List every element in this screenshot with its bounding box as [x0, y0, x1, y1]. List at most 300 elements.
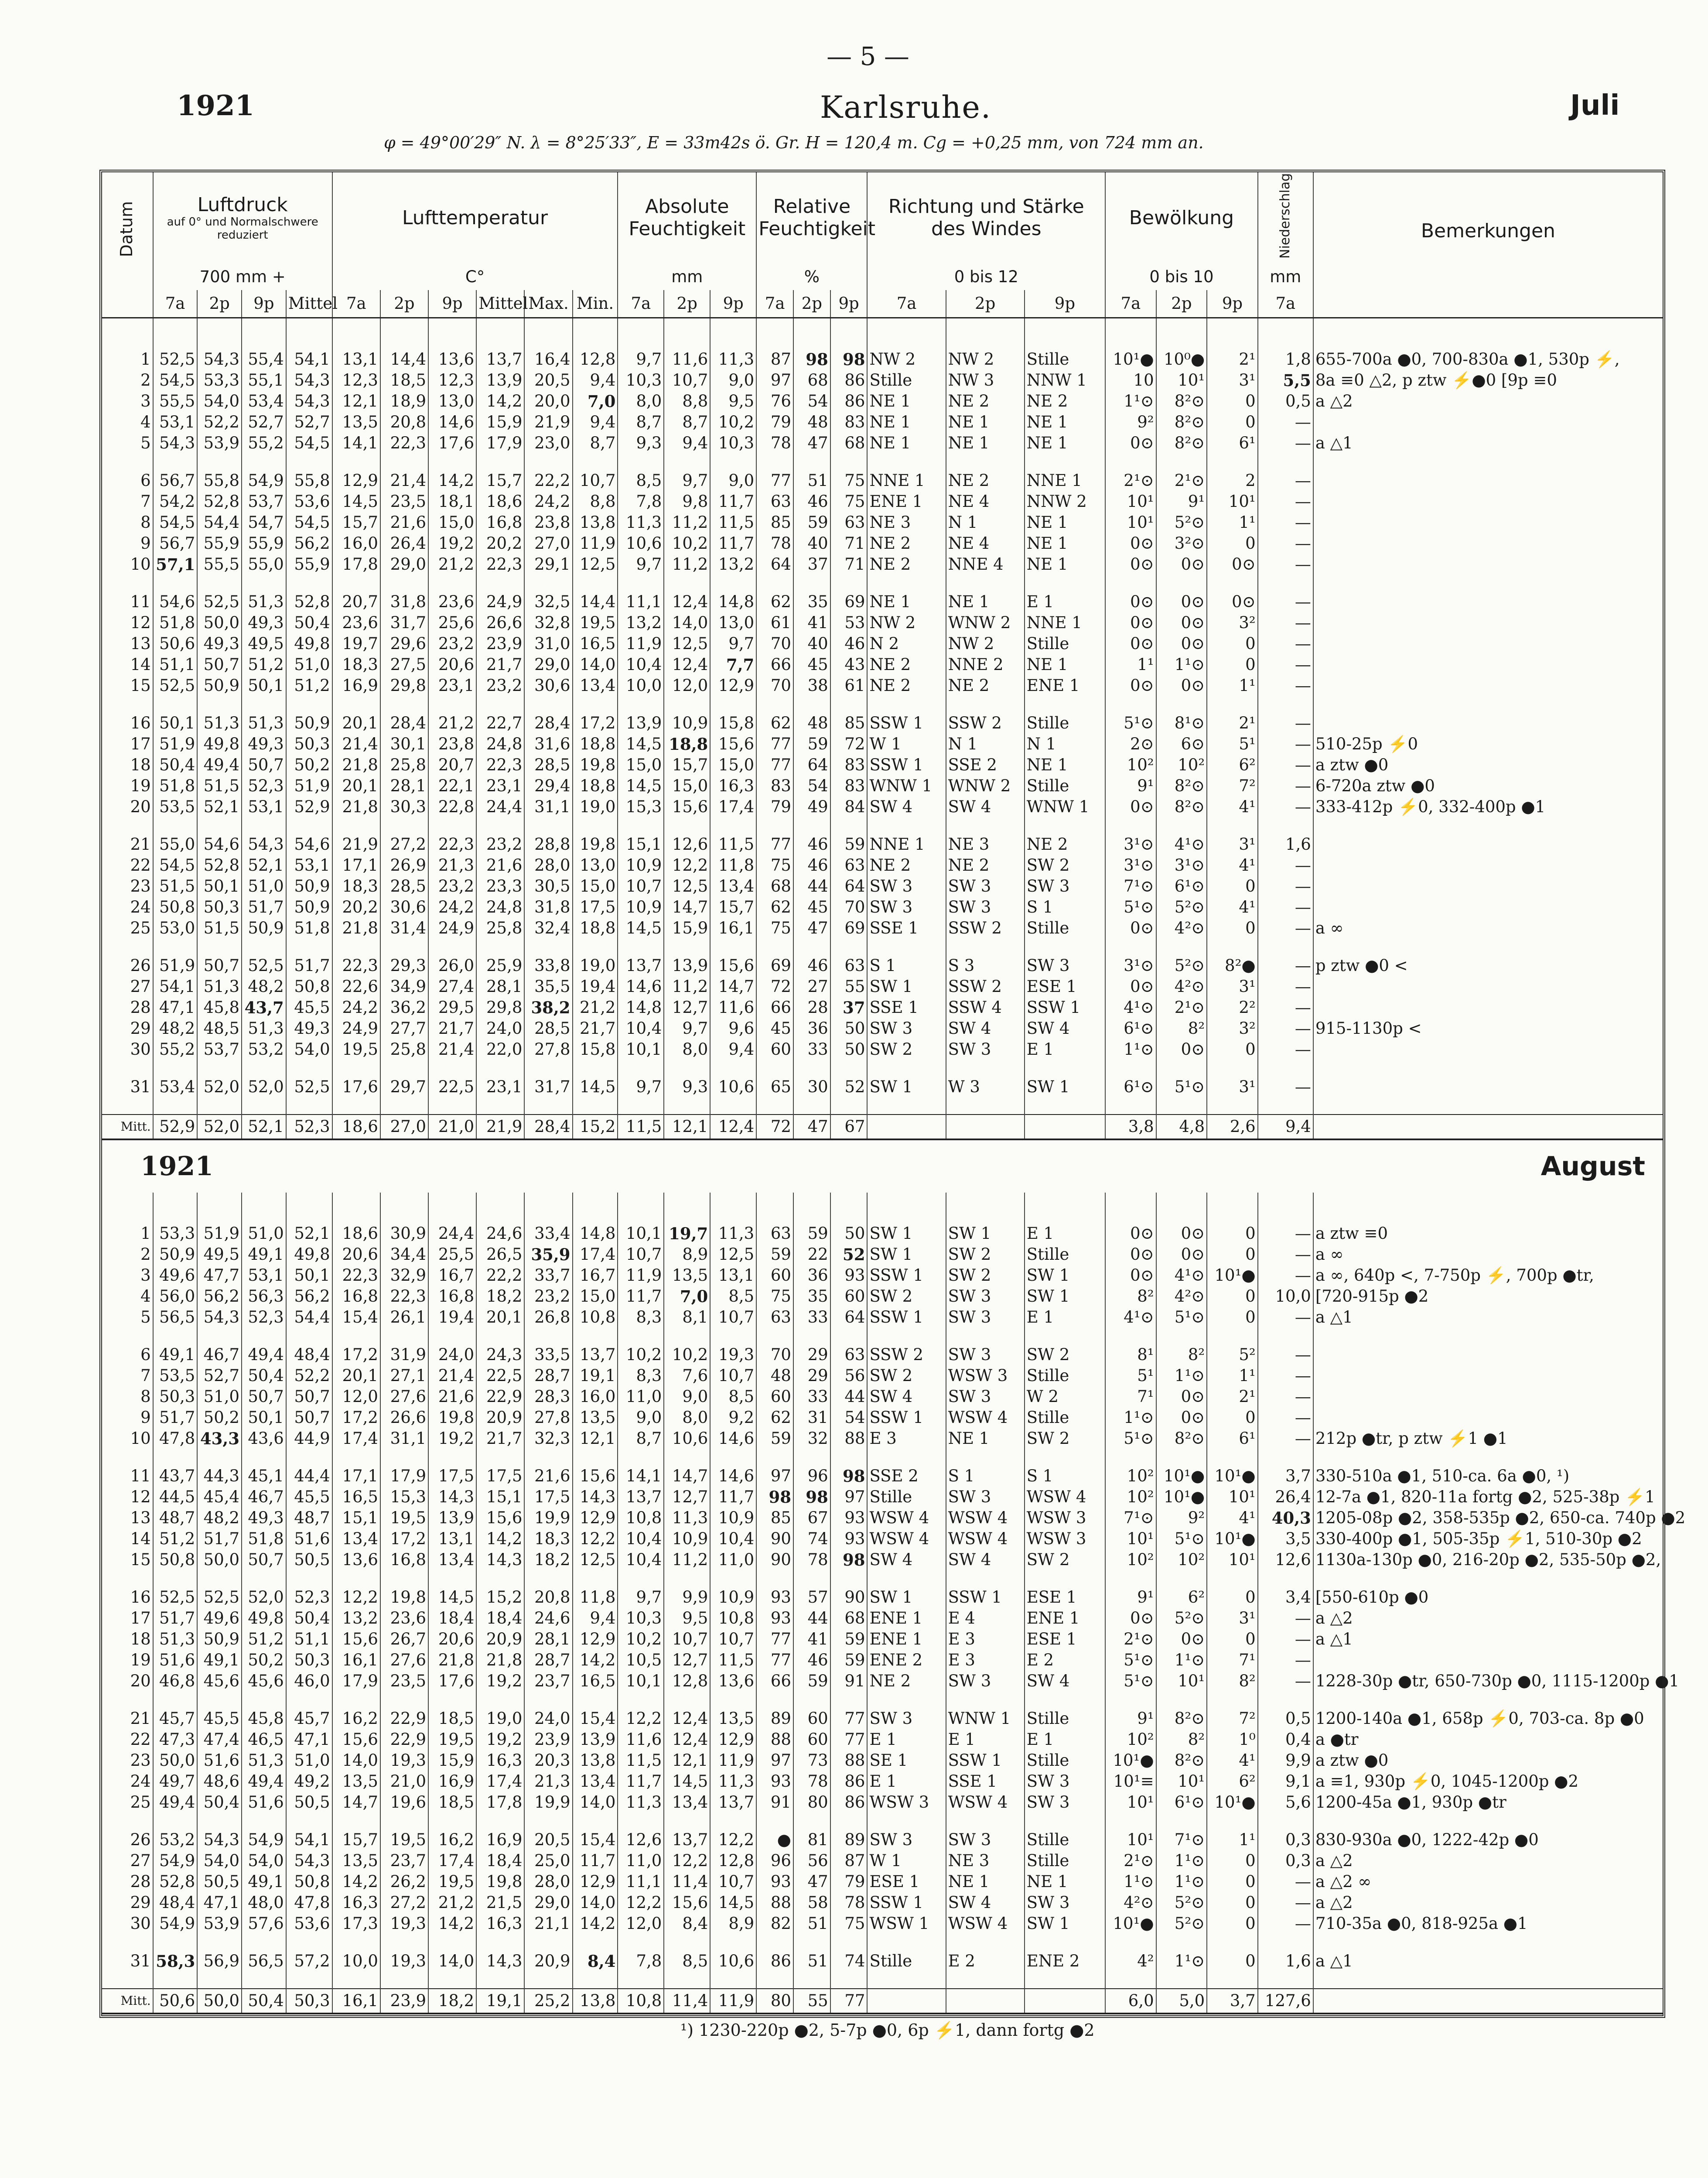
sub-header-cell: Mittel [286, 290, 332, 318]
value-cell: 16,8 [428, 1286, 476, 1307]
value-cell: 0⊙ [1105, 918, 1156, 939]
value-cell: 50,4 [153, 755, 198, 776]
data-row [101, 1466, 1663, 1487]
value-cell: 18,3 [332, 654, 380, 675]
value-cell: SW 2 [867, 1365, 946, 1386]
spacer-cell [618, 939, 664, 955]
value-cell: NE 1 [1025, 512, 1105, 533]
value-cell: 68 [830, 433, 868, 454]
value-cell: 2¹⊙ [1156, 997, 1207, 1018]
value-cell: 17,5 [573, 897, 618, 918]
value-cell: 43,7 [242, 997, 286, 1018]
value-cell: 29,5 [428, 997, 476, 1018]
value-cell: 47,4 [197, 1729, 242, 1750]
spacer-cell [1313, 1098, 1663, 1115]
spacer-cell [1105, 1934, 1156, 1951]
value-cell: 7,0 [573, 391, 618, 412]
value-cell: 98 [793, 1487, 830, 1508]
value-cell: 31 [793, 1407, 830, 1428]
value-cell: 24,0 [476, 1018, 524, 1039]
spacer-cell [710, 454, 756, 470]
spacer-cell [153, 817, 198, 834]
value-cell: 5¹ [1207, 734, 1258, 755]
value-cell: Stille [1025, 918, 1105, 939]
value-cell: 2¹ [1207, 349, 1258, 370]
spacer-cell [332, 1098, 380, 1115]
value-cell: 8,7 [618, 412, 664, 433]
value-cell: 24,8 [476, 734, 524, 755]
value-cell: SW 2 [1025, 1344, 1105, 1365]
value-cell: 0⊙ [1105, 976, 1156, 997]
month-heading-august: August [1313, 1139, 1663, 1193]
value-cell: 15,8 [710, 713, 756, 734]
value-cell: 18,6 [476, 491, 524, 512]
value-cell: 49,3 [242, 612, 286, 633]
spacer-cell [573, 1060, 618, 1077]
spacer-cell [946, 817, 1025, 834]
value-cell: 15,9 [428, 1750, 476, 1771]
mean-label: Mitt. [101, 1989, 153, 2014]
value-cell: 51,7 [153, 1407, 198, 1428]
spacer-cell [286, 575, 332, 592]
spacer-cell [618, 1934, 664, 1951]
spacer-cell [524, 454, 572, 470]
spacer-cell [946, 1934, 1025, 1951]
value-cell: 20,7 [332, 592, 380, 612]
value-cell: 91 [756, 1792, 793, 1813]
value-cell: 52,0 [197, 1077, 242, 1098]
value-cell: 60 [756, 1265, 793, 1286]
value-cell: SW 3 [946, 1039, 1025, 1060]
value-cell: 12,9 [332, 470, 380, 491]
value-cell: 15,6 [573, 1466, 618, 1487]
value-cell: 10¹ [1105, 1528, 1156, 1549]
date-cell: 9 [140, 534, 151, 553]
value-cell: 29 [793, 1365, 830, 1386]
value-cell: 15,0 [428, 512, 476, 533]
value-cell: 51,0 [242, 876, 286, 897]
value-cell: 53,7 [197, 1039, 242, 1060]
value-cell: 52,8 [197, 855, 242, 876]
value-cell: 11,4 [664, 1871, 710, 1892]
value-cell: 55,9 [242, 533, 286, 554]
value-cell: 10¹● [1105, 1750, 1156, 1771]
value-cell: 17,4 [710, 797, 756, 817]
value-cell: 54 [793, 391, 830, 412]
value-cell: 51,3 [153, 1629, 198, 1650]
value-cell: 25,5 [428, 1244, 476, 1265]
value-cell: 16,2 [332, 1708, 380, 1729]
spacer-cell [618, 817, 664, 834]
spacer-cell [1313, 817, 1663, 834]
value-cell: E 1 [867, 1771, 946, 1792]
remark-cell [1313, 491, 1663, 512]
value-cell: SW 4 [1025, 1671, 1105, 1692]
mean-cell: 55 [793, 1989, 830, 2014]
value-cell: 14,0 [573, 1792, 618, 1813]
value-cell: 0 [1207, 1892, 1258, 1913]
value-cell: 70 [830, 897, 868, 918]
value-cell: WNW 2 [946, 776, 1025, 797]
value-cell: 14,7 [332, 1792, 380, 1813]
spacer-cell [1258, 1328, 1313, 1344]
value-cell: 62 [756, 897, 793, 918]
spacer-cell [428, 1972, 476, 1989]
value-cell: 45 [793, 654, 830, 675]
value-cell: 54,7 [242, 512, 286, 533]
value-cell: 48,0 [242, 1892, 286, 1913]
value-cell: 51,2 [286, 675, 332, 696]
value-cell: 15,8 [573, 1039, 618, 1060]
remark-cell: a △1 [1313, 1307, 1663, 1328]
value-cell: E 2 [1025, 1650, 1105, 1671]
spacer-cell [1207, 1193, 1258, 1223]
value-cell: — [1258, 1077, 1313, 1098]
mean-cell [1025, 1989, 1105, 2014]
spacer-cell [101, 318, 153, 349]
value-cell: — [1258, 470, 1313, 491]
value-cell: SW 3 [946, 1386, 1025, 1407]
value-cell: 9¹ [1105, 776, 1156, 797]
value-cell: WSW 3 [1025, 1508, 1105, 1528]
value-cell: 20,2 [476, 533, 524, 554]
sub-header-blank [1313, 290, 1663, 318]
value-cell: 78 [793, 1549, 830, 1570]
value-cell: 40 [793, 533, 830, 554]
value-cell: NE 1 [1025, 433, 1105, 454]
remark-cell [1313, 533, 1663, 554]
value-cell: 50,9 [286, 876, 332, 897]
value-cell: 17,9 [332, 1671, 380, 1692]
value-cell: 4² [1105, 1951, 1156, 1972]
spacer-cell [1156, 1570, 1207, 1587]
value-cell: SW 3 [1025, 1771, 1105, 1792]
spacer-cell [1025, 1570, 1105, 1587]
year-heading-august: 1921 [101, 1139, 242, 1193]
value-cell: 12,9 [573, 1871, 618, 1892]
sub-header-cell: Max. [524, 290, 572, 318]
data-row [101, 713, 1663, 734]
value-cell: NE 3 [946, 834, 1025, 855]
spacer-cell [1207, 1813, 1258, 1829]
value-cell: 0⊙ [1156, 1386, 1207, 1407]
value-cell: ESE 1 [1025, 1587, 1105, 1608]
value-cell: 96 [756, 1850, 793, 1871]
sub-header-cell: 9p [428, 290, 476, 318]
value-cell: NE 1 [1025, 554, 1105, 575]
value-cell: 19,8 [428, 1407, 476, 1428]
value-cell: 10,4 [710, 1528, 756, 1549]
value-cell: SW 4 [867, 1386, 946, 1407]
value-cell: 24,9 [428, 918, 476, 939]
remark-cell: a △1 [1313, 1951, 1663, 1972]
value-cell: — [1258, 955, 1313, 976]
value-cell: 28,1 [380, 776, 428, 797]
value-cell: 12,9 [710, 1729, 756, 1750]
spacer-cell [476, 1449, 524, 1466]
spacer-cell [332, 1813, 380, 1829]
data-row [101, 533, 1663, 554]
spacer-cell [380, 1692, 428, 1708]
value-cell: 60 [793, 1729, 830, 1750]
value-cell: 0 [1207, 1629, 1258, 1650]
spacer-cell [793, 454, 830, 470]
value-cell: 28,5 [524, 1018, 572, 1039]
remark-cell [1313, 876, 1663, 897]
footnote: ¹) 1230-220p ●2, 5-7p ●0, 6p ⚡1, dann fortg ●2 [680, 2021, 1095, 2040]
value-cell: WSW 4 [946, 1792, 1025, 1813]
value-cell: 21,6 [476, 855, 524, 876]
value-cell: SW 1 [1025, 1265, 1105, 1286]
spacer-cell [1025, 318, 1105, 349]
value-cell: 11,2 [664, 976, 710, 997]
value-cell: 50,8 [153, 897, 198, 918]
value-cell: 14,5 [573, 1077, 618, 1098]
spacer-cell [710, 1193, 756, 1223]
value-cell: NE 2 [946, 855, 1025, 876]
mean-cell: 16,1 [332, 1989, 380, 2014]
value-cell: 0 [1207, 1039, 1258, 1060]
value-cell: 4¹ [1207, 797, 1258, 817]
date-cell: 20 [130, 1672, 151, 1690]
value-cell: 23,5 [380, 491, 428, 512]
value-cell: 8²● [1207, 955, 1258, 976]
value-cell: SW 3 [867, 1708, 946, 1729]
value-cell: 27,2 [380, 834, 428, 855]
spacer-cell [1156, 575, 1207, 592]
remark-cell [1313, 1365, 1663, 1386]
value-cell: 19,2 [428, 533, 476, 554]
value-cell: 75 [756, 918, 793, 939]
spacer-cell [332, 939, 380, 955]
value-cell: 1¹ [1105, 654, 1156, 675]
value-cell: 72 [756, 976, 793, 997]
mean-cell: 52,3 [286, 1115, 332, 1139]
value-cell: 10,1 [618, 1223, 664, 1244]
value-cell: S 1 [867, 955, 946, 976]
value-cell: SW 2 [1025, 1428, 1105, 1449]
value-cell: 30,6 [524, 675, 572, 696]
value-cell: 14,5 [710, 1892, 756, 1913]
value-cell: 58,3 [153, 1951, 198, 1972]
value-cell: SSE 2 [867, 1466, 946, 1487]
value-cell: 48 [793, 713, 830, 734]
value-cell: 4²⊙ [1156, 976, 1207, 997]
spacer-cell [618, 696, 664, 713]
spacer-cell [524, 817, 572, 834]
spacer-cell [1025, 939, 1105, 955]
spacer-cell [1258, 1060, 1313, 1077]
spacer-cell [197, 1692, 242, 1708]
mean-blank [1313, 1115, 1663, 1139]
value-cell: E 3 [946, 1629, 1025, 1650]
value-cell: 30,5 [524, 876, 572, 897]
value-cell: 15,6 [332, 1729, 380, 1750]
value-cell: 46,7 [242, 1487, 286, 1508]
rel-feuchtigkeit-header [756, 172, 876, 264]
data-row [101, 470, 1663, 491]
value-cell: SSW 1 [1025, 997, 1105, 1018]
remark-cell: a ztw ●0 [1313, 755, 1663, 776]
value-cell: 14,4 [573, 592, 618, 612]
spacer-cell [573, 1692, 618, 1708]
value-cell: 2¹ [1207, 713, 1258, 734]
value-cell: 20,7 [428, 755, 476, 776]
spacer-cell [664, 1934, 710, 1951]
value-cell: 29,3 [380, 955, 428, 976]
spacer-cell [618, 1813, 664, 1829]
value-cell: 56,0 [153, 1286, 198, 1307]
remark-cell [1313, 512, 1663, 533]
value-cell: 98 [830, 349, 868, 370]
value-cell: 3²⊙ [1156, 533, 1207, 554]
mean-cell: 67 [830, 1115, 868, 1139]
value-cell: 0⊙ [1156, 675, 1207, 696]
value-cell: 0⊙ [1105, 554, 1156, 575]
value-cell: 12,2 [664, 855, 710, 876]
value-cell: 54,0 [197, 391, 242, 412]
mean-cell: 15,2 [573, 1115, 618, 1139]
value-cell: Stille [1025, 633, 1105, 654]
spacer-cell [867, 1692, 946, 1708]
value-cell: 53,4 [153, 1077, 198, 1098]
sub-header-cell: 2p [197, 290, 242, 318]
value-cell: Stille [1025, 1829, 1105, 1850]
spacer-cell [710, 1934, 756, 1951]
value-cell: 90 [756, 1528, 793, 1549]
spacer-cell [1207, 1972, 1258, 1989]
luftdruck-header [153, 172, 332, 264]
spacer-cell [286, 1813, 332, 1829]
spacer-cell [710, 1570, 756, 1587]
value-cell: 54,5 [286, 433, 332, 454]
value-cell: 8,3 [618, 1307, 664, 1328]
value-cell: 13,5 [664, 1265, 710, 1286]
spacer-cell [1313, 454, 1663, 470]
spacer-cell [793, 318, 830, 349]
spacer-cell [867, 1328, 946, 1344]
value-cell: NE 1 [867, 412, 946, 433]
value-cell: 15,6 [332, 1629, 380, 1650]
value-cell: 6¹ [1207, 433, 1258, 454]
value-cell: 10,9 [618, 897, 664, 918]
value-cell: 14,6 [710, 1466, 756, 1487]
spacer-cell [830, 318, 868, 349]
mean-cell: 72 [756, 1115, 793, 1139]
value-cell: 3¹ [1207, 834, 1258, 855]
value-cell: 15,0 [710, 755, 756, 776]
spacer-cell [428, 318, 476, 349]
mean-cell: 21,0 [428, 1115, 476, 1139]
spacer-cell [1313, 575, 1663, 592]
spacer-cell [476, 696, 524, 713]
value-cell: 52,0 [242, 1077, 286, 1098]
spacer-cell [1156, 1934, 1207, 1951]
value-cell: 2¹⊙ [1105, 470, 1156, 491]
value-cell: 18,5 [428, 1792, 476, 1813]
spacer-cell [476, 1060, 524, 1077]
spacer-cell [573, 1972, 618, 1989]
spacer-cell [1025, 1098, 1105, 1115]
spacer-cell [428, 939, 476, 955]
spacer-cell [1025, 1060, 1105, 1077]
data-row [101, 1771, 1663, 1792]
value-cell: — [1258, 1407, 1313, 1428]
value-cell: 8² [1105, 1286, 1156, 1307]
value-cell: 51,3 [242, 592, 286, 612]
mean-cell: 18,6 [332, 1115, 380, 1139]
value-cell: 49,4 [153, 1792, 198, 1813]
value-cell: 54,3 [153, 433, 198, 454]
spacer-cell [1025, 1692, 1105, 1708]
spacer-cell [664, 575, 710, 592]
date-cell: 12 [130, 613, 151, 632]
data-row [101, 512, 1663, 533]
value-cell: 50,9 [197, 675, 242, 696]
value-cell: 52,5 [197, 592, 242, 612]
august-heading-row [101, 1139, 1663, 1193]
spacer-cell [867, 1193, 946, 1223]
value-cell: 51,0 [197, 1386, 242, 1407]
spacer-cell [1258, 1692, 1313, 1708]
value-cell: 20,9 [524, 1951, 572, 1972]
value-cell: 21,0 [380, 1771, 428, 1792]
spacer-cell [197, 1570, 242, 1587]
remark-cell: 330-510a ●1, 510-ca. 6a ●0, ¹) [1313, 1466, 1663, 1487]
remark-cell [1313, 633, 1663, 654]
value-cell: — [1258, 654, 1313, 675]
spacer-cell [332, 454, 380, 470]
value-cell: 8,8 [664, 391, 710, 412]
value-cell: SSW 1 [867, 1265, 946, 1286]
value-cell: 13,5 [332, 1771, 380, 1792]
value-cell: 54,9 [153, 1913, 198, 1934]
spacer-cell [573, 575, 618, 592]
value-cell: 8² [1156, 1729, 1207, 1750]
value-cell: 49 [793, 797, 830, 817]
value-cell: 16,3 [476, 1913, 524, 1934]
value-cell: 12,3 [332, 370, 380, 391]
value-cell: 20,0 [524, 391, 572, 412]
value-cell: WSW 4 [867, 1508, 946, 1528]
value-cell: E 1 [867, 1729, 946, 1750]
value-cell: 54,6 [153, 592, 198, 612]
data-row [101, 1587, 1663, 1608]
mean-cell: 80 [756, 1989, 793, 2014]
value-cell: 0⊙ [1105, 1244, 1156, 1265]
value-cell: WSW 4 [946, 1913, 1025, 1934]
spacer-cell [710, 1813, 756, 1829]
value-cell: 22,9 [476, 1386, 524, 1407]
value-cell: 21,9 [524, 412, 572, 433]
spacer-cell [380, 1813, 428, 1829]
spacer-cell [428, 454, 476, 470]
value-cell: 16,0 [332, 533, 380, 554]
value-cell: 46 [793, 855, 830, 876]
value-cell: 70 [756, 1344, 793, 1365]
value-cell: 81 [793, 1829, 830, 1850]
value-cell: 10¹ [1207, 1487, 1258, 1508]
value-cell: 53,5 [153, 797, 198, 817]
value-cell: 0⊙ [1207, 592, 1258, 612]
value-cell: 10² [1105, 1549, 1156, 1570]
spacer-cell [830, 1328, 868, 1344]
value-cell: ENE 1 [867, 1629, 946, 1650]
date-cell: 23 [130, 1751, 151, 1770]
spacer-cell [1025, 817, 1105, 834]
value-cell: 51,8 [153, 612, 198, 633]
value-cell: 2² [1207, 997, 1258, 1018]
